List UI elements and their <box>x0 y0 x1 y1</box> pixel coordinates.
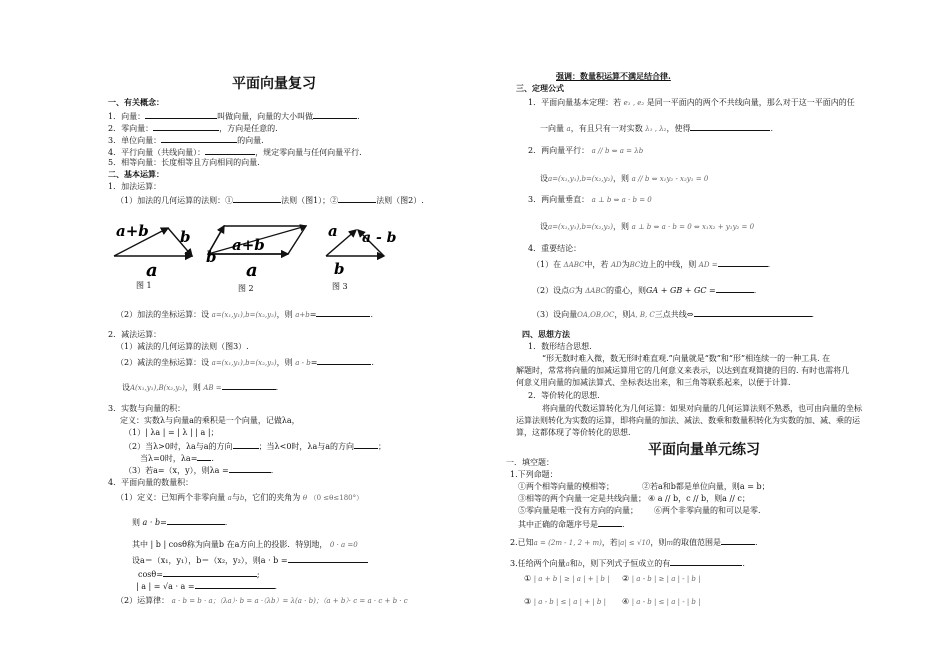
concept-zero-vector: 2．零向量： ，方向是任意的. <box>108 124 278 133</box>
dot-product-laws: （2）运算律： a · b = b · a；（λa）· b = a ·（λb）= λ(a · b)；（a + b）· c = a · c + b · c <box>116 596 408 605</box>
subtraction-geometric-rule: （1）减法的几何运算的法则（图3）. <box>116 342 249 351</box>
fig3-a-label: a <box>328 222 338 240</box>
exercise-title: 平面向量单元练习 <box>648 442 760 458</box>
parallel-theorem-heading: 2．两向量平行： a // b ⇔ a = λb <box>528 146 644 155</box>
parallel-theorem-coordinate: 设a=(x₁,y₁),b=(x₂,y₂)，则 a // b ⇔ x₁y₂ - x₂y₁ = 0 <box>540 174 709 183</box>
addition-geometric-rule: （1）加法的几何运算的法则：① 法则（图1）；② 法则（图2）. <box>116 196 424 205</box>
fig3-b-label: b <box>334 260 345 278</box>
scalar-product-coordinate: （3）若a=（x，y），则λa = . <box>124 466 274 475</box>
proposition-3: ③相等的两个向量一定是共线向量； <box>518 494 646 503</box>
important-conclusions-heading: 4．重要结论： <box>528 244 582 253</box>
fig2-b-label: b <box>206 248 217 266</box>
figure-3-caption: 图 3 <box>332 282 348 291</box>
concept-unit-vector: 3．单位向量： 的向量. <box>108 136 264 145</box>
method-2-line-2: 运算法则转化为实数的运算，即将向量的加法、减法、数乘和数量积转化为实数的加、减、乘的运 <box>516 416 860 425</box>
dot-product-coordinate: 设a＝（x₁，y₁），b＝（x₂，y₂），则a · b = <box>132 554 368 566</box>
review-title: 平面向量复习 <box>232 76 316 92</box>
basic-theorem-line-1: 1．平面向量基本定理：若 e₁ , e₂ 是同一平面内的两个不共线向量，那么对于这一平面内的任 <box>528 98 855 107</box>
proposition-4: ④ a // b，c // b，则a // c； <box>648 494 750 503</box>
scalar-product-direction: （2）当λ>0时，λa与a的方向 ；当λ<0时，λa与a的方向 ； <box>124 442 387 451</box>
method-1-heading: 1．数形结合思想. <box>528 342 592 351</box>
concept-parallel-vector: 4．平行向量（共线向量）： ，规定零向量与任何向量平行. <box>108 148 362 157</box>
addition-coordinate-rule: （2）加法的坐标运算：设 a=(x₁,y₁),b=(x₂,y₂)，则 a+b= . <box>116 310 373 319</box>
figure-1-caption: 图 1 <box>136 281 152 290</box>
option-1: ① | a + b | ≥ | a | + | b | <box>524 574 610 583</box>
section-4-heading: 四、思想方法 <box>522 329 570 339</box>
method-1-line-1: “形无数时难入微，数无形时难直观.”向量就是“数”和“形”相连续一的一种工具. 在 <box>542 354 831 363</box>
proposition-2: ②若a和b都是单位向量，则a = b； <box>642 482 770 491</box>
dot-product-cosine: cosθ= ; <box>138 570 260 579</box>
method-2-line-1: 将向量的代数运算转化为几何运算：如果对向量的几何运算法则不熟悉，也可由向量的坐标 <box>542 404 862 413</box>
subtraction-coordinate-rule: （2）减法的坐标运算：设 a=(x₁,y₁),b=(x₂,y₂)，则 a - b= . <box>116 358 374 367</box>
conclusion-collinear: （3）设向量OA,OB,OC，则A, B, C三点共线⇔ . <box>532 310 815 319</box>
subtraction-points-rule: 设A(x₁,y₁),B(x₂,y₂)，则 AB = . <box>122 383 279 392</box>
conclusion-centroid: （2）设点G为 ΔABC的重心，则GA + GB + GC = . <box>532 286 757 295</box>
scalar-product-definition: 定义：实数λ与向量a的乘积是一个向量，记做λa， <box>120 416 300 425</box>
option-2: ② | a - b | ≥ | a | - | b | <box>622 574 701 583</box>
perpendicular-theorem-coordinate: 设a=(x₁,y₁),b=(x₂,y₂)，则 a ⊥ b ⇔ a · b = 0 ⇔ x₁x₂ + y₁y₂ = 0 <box>540 222 755 231</box>
section-1-heading: 一、有关概念： <box>108 97 164 107</box>
option-4: ④ | a - b | ≤ | a | - | b | <box>622 597 701 606</box>
dot-product-definition: （1）定义：已知两个非零向量 a与b，它们的夹角为 θ （0 ≤θ≤180°） <box>116 493 364 502</box>
emphasis-note: 强调：数量积运算不满足结合律. <box>556 71 671 81</box>
option-3: ③ | a - b | ≤ | a | + | b | <box>524 597 606 606</box>
fig2-a-label: a <box>246 260 258 281</box>
method-1-line-3: 何意义用向量的加减法算式、坐标表达出来，和三角等联系起来，以便于计算. <box>516 378 791 387</box>
fill-blank-heading: 一．填空题： <box>506 458 554 467</box>
question-1-answer: 其中正确的命题序号是 . <box>518 520 625 529</box>
fig1-b-label: b <box>180 228 191 246</box>
question-1-stem: 1.下列命题： <box>510 470 558 479</box>
method-1-line-2: 解题时，常常将向量的加减运算用它的几何意义来表示，以达到直观简捷的目的. 有时也需将几 <box>516 366 850 375</box>
perpendicular-theorem-heading: 3．两向量垂直： a ⊥ b ⇔ a · b = 0 <box>528 195 652 204</box>
method-2-heading: 2．等价转化的思想. <box>528 391 600 400</box>
proposition-1: ①两个相等向量的模相等； <box>518 482 614 491</box>
section-2-heading: 二、基本运算： <box>108 169 164 179</box>
concept-equal-vector: 5．相等向量：长度相等且方向相同的向量. <box>108 158 260 167</box>
subtraction-heading: 2．减法运算： <box>108 330 162 339</box>
method-2-line-3: 算，这都体现了等价转化的思想. <box>516 428 631 437</box>
fig1-a-label: a <box>146 260 158 281</box>
question-3: 3.任给两个向量a和b，则下列式子恒成立的有 . <box>510 559 745 568</box>
basic-theorem-line-2: 一向量 a，有且只有一对实数 λ₁ , λ₂，使得 . <box>540 124 773 133</box>
figure-1-triangle-rule <box>114 222 192 281</box>
addition-heading: 1．加法运算： <box>108 182 162 191</box>
scalar-product-magnitude: （1）| λa | = | λ | | a |； <box>124 428 219 437</box>
vector-figures <box>108 210 398 290</box>
scalar-product-heading: 3．实数与向量的积： <box>108 404 186 413</box>
figure-2-caption: 图 2 <box>238 284 254 293</box>
fig1-sum-label: a+b <box>116 222 149 240</box>
figure-3-subtraction-rule <box>326 222 397 278</box>
question-2: 2.已知a = (2m - 1, 2 + m)，若|a| ≤ √10，则m的取值范围是 . <box>510 538 758 547</box>
dot-product-formula: 则 a · b= . <box>132 518 228 527</box>
proposition-5: ⑤零向量是唯一没有方向的向量； <box>518 506 638 515</box>
concept-vector: 1．向量： 叫做向量，向量的大小叫做 . <box>108 112 360 121</box>
fig3-diff-label: a - b <box>362 230 397 246</box>
scalar-product-zero: 当λ=0时，λa= . <box>140 454 214 463</box>
conclusion-median: （1）在 ΔABC中，若 AD为BC边上的中线，则 AD = . <box>532 260 771 269</box>
dot-product-magnitude: | a | = √a · a = . <box>136 582 278 591</box>
section-3-heading: 三、定理公式 <box>516 83 564 93</box>
dot-product-heading: 4．平面向量的数量积： <box>108 478 194 487</box>
proposition-6: ⑥两个非零向量的和可以是零. <box>654 506 761 515</box>
fig2-sum-label: a+b <box>232 236 265 254</box>
figure-2-parallelogram-rule <box>206 226 306 281</box>
dot-product-projection: 其中 | b | cosθ称为向量b 在a方向上的投影．特别地， 0 · a =0 <box>132 540 358 549</box>
